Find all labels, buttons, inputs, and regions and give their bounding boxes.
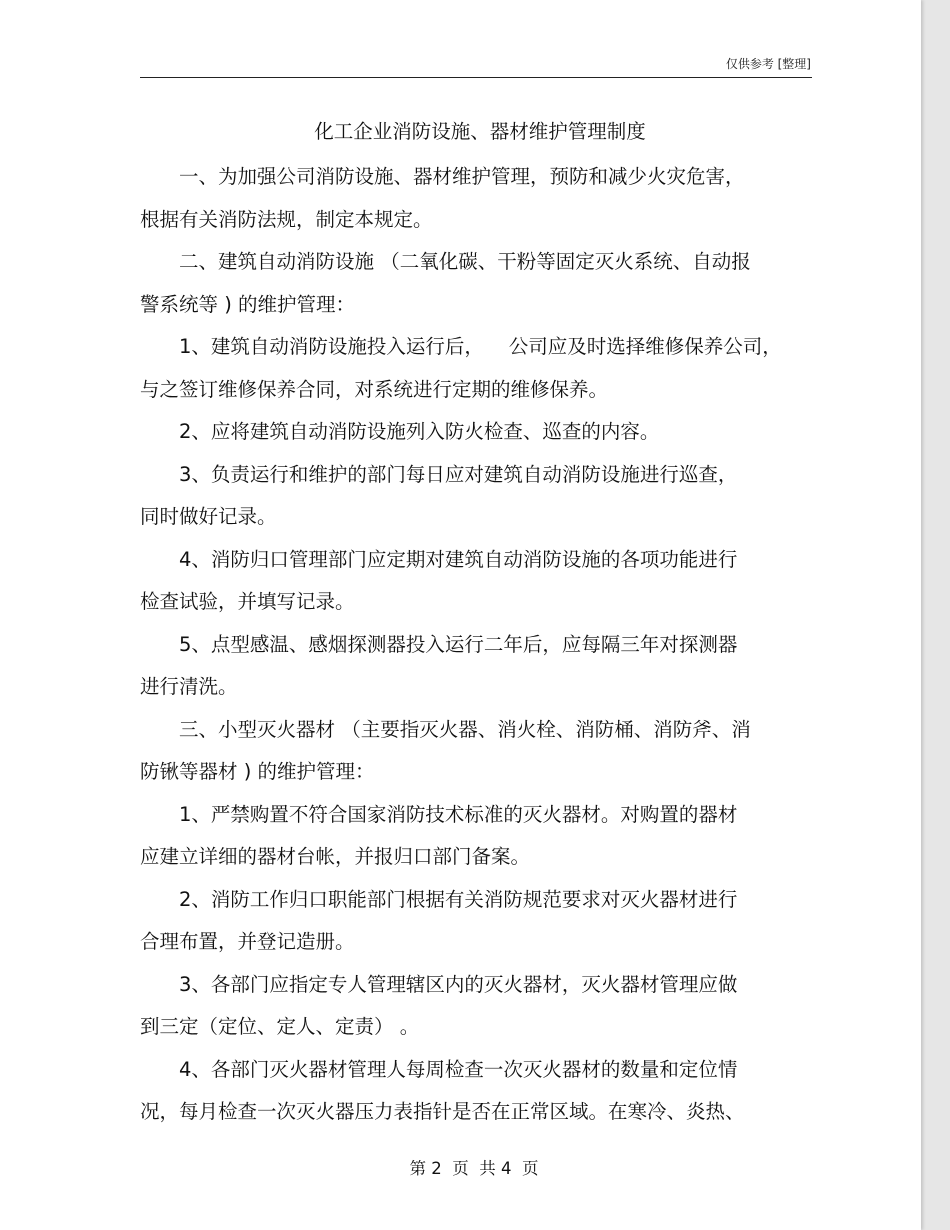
paragraph-line: 3、负责运行和维护的部门每日应对建筑自动消防设施进行巡查，	[179, 462, 738, 486]
page-number: 第 2 页 共 4 页	[409, 1159, 539, 1178]
paragraph-line: 4、消防归口管理部门应定期对建筑自动消防设施的各项功能进行	[179, 547, 738, 571]
paragraph-line: 三、小型灭火器材 （主要指灭火器、消火栓、消防桶、消防斧、消	[179, 717, 751, 741]
paragraph-line: 警系统等 ) 的维护管理：	[140, 292, 356, 316]
document-title: 化工企业消防设施、器材维护管理制度	[314, 120, 646, 143]
paragraph-line: 2、消防工作归口职能部门根据有关消防规范要求对灭火器材进行	[179, 887, 738, 911]
paragraph-line: 防锹等器材 ) 的维护管理：	[140, 760, 375, 783]
paragraph-line: 合理布置，并登记造册。	[140, 930, 355, 953]
paragraph-line: 与之签订维修保养合同，对系统进行定期的维修保养。	[140, 377, 609, 401]
document-body	[140, 156, 800, 1134]
paragraph-line: 4、各部门灭火器材管理人每周检查一次灭火器材的数量和定位情	[179, 1057, 738, 1081]
header-divider	[140, 77, 812, 78]
paragraph-line: 3、各部门应指定专人管理辖区内的灭火器材，灭火器材管理应做	[179, 972, 738, 996]
paragraph-line: 应建立详细的器材台帐，并报归口部门备案。	[140, 845, 531, 868]
header-note: 仅供参考 [整理]	[725, 57, 811, 71]
paragraph-line: 1、建筑自动消防设施投入运行后， 公司应及时选择维修保养公司，	[179, 335, 782, 358]
paragraph-line: 2、应将建筑自动消防设施列入防火检查、巡查的内容。	[179, 420, 660, 443]
paragraph-line: 1、严禁购置不符合国家消防技术标准的灭火器材。对购置的器材	[179, 802, 738, 826]
paragraph-line: 一、为加强公司消防设施、器材维护管理，预防和减少火灾危害，	[179, 165, 745, 188]
paragraph-line: 同时做好记录。	[140, 505, 277, 528]
paragraph-line: 5、点型感温、感烟探测器投入运行二年后，应每隔三年对探测器	[179, 632, 738, 656]
paragraph-line: 况，每月检查一次灭火器压力表指针是否在正常区域。在寒冷、炎热、	[140, 1100, 745, 1123]
paragraph-line: 二、建筑自动消防设施 （二氧化碳、干粉等固定灭火系统、自动报	[179, 250, 751, 273]
paragraph-line: 进行清洗。	[140, 675, 238, 698]
paragraph-line: 检查试验，并填写记录。	[140, 590, 355, 613]
paragraph-line: 到三定（定位、定人、定责） 。	[140, 1015, 420, 1038]
paragraph-line: 根据有关消防法规，制定本规定。	[140, 207, 433, 231]
